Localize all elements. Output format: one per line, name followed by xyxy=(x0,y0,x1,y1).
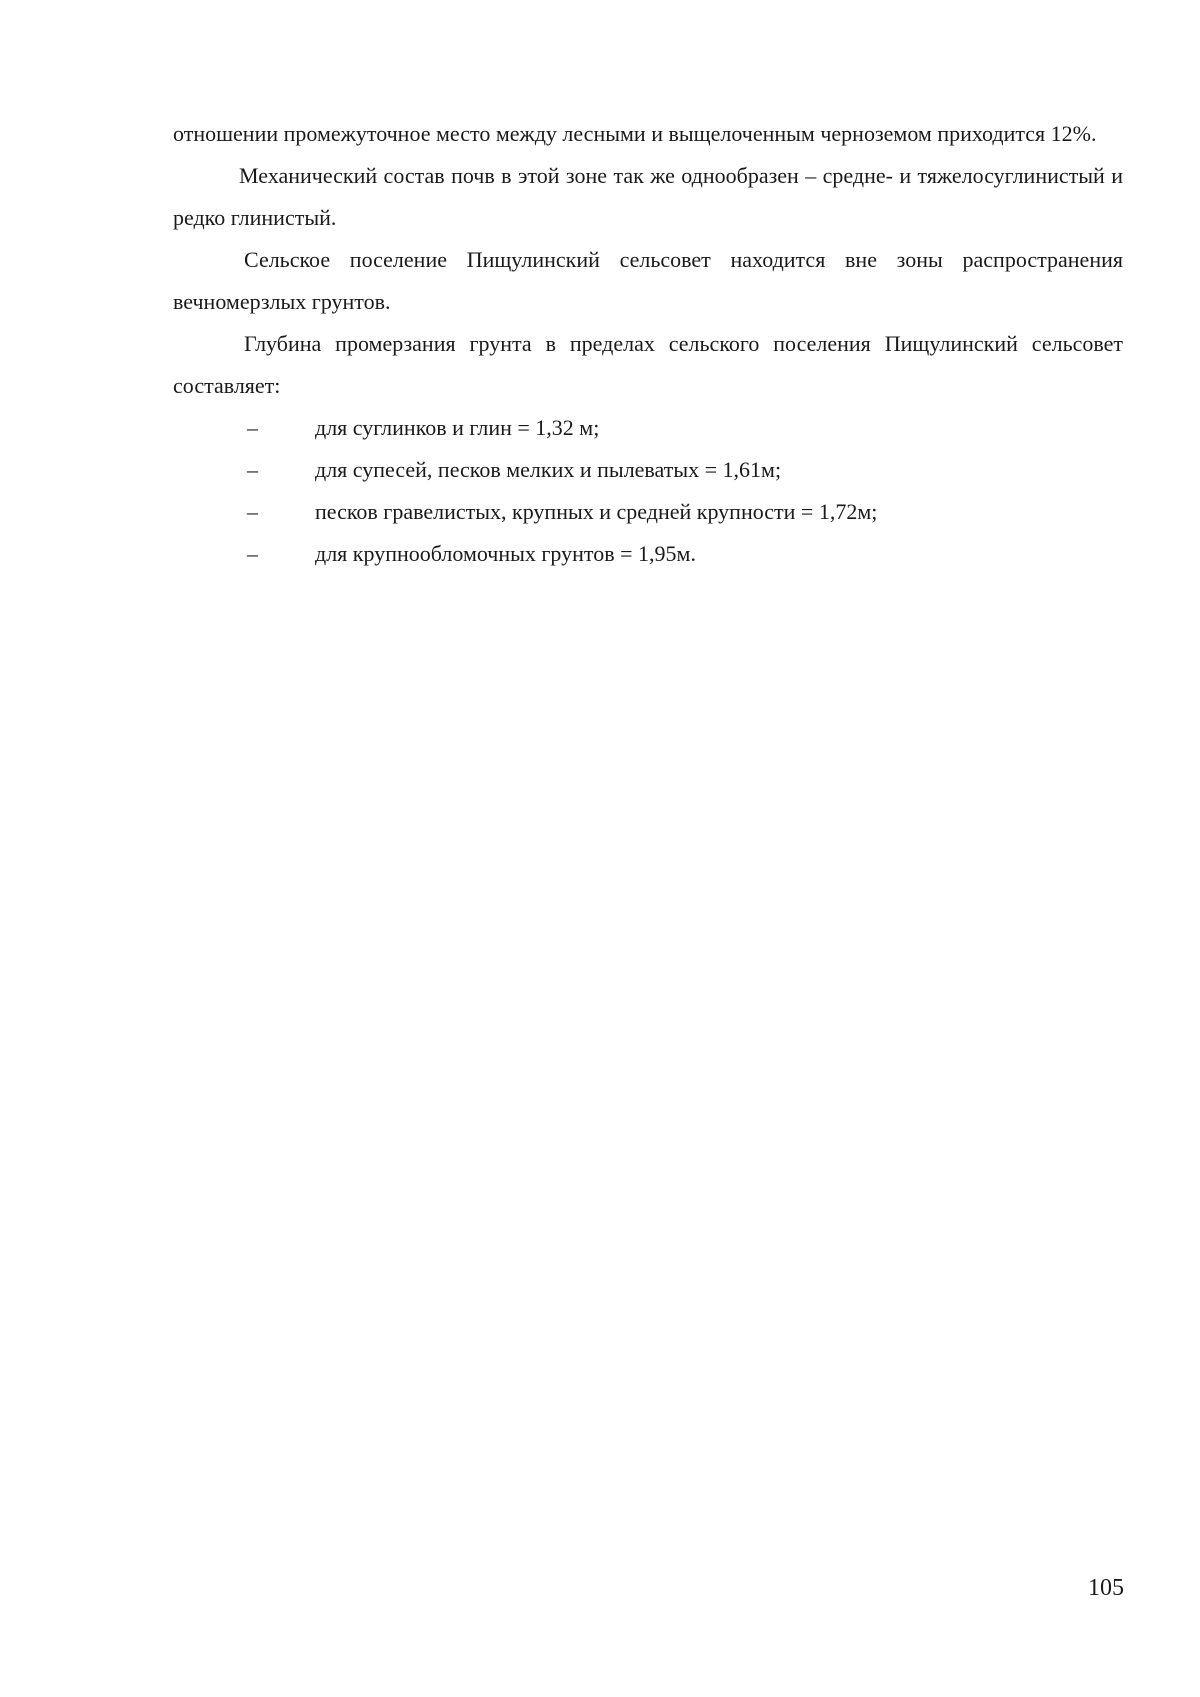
list-item xyxy=(173,449,1123,491)
list-marker: – xyxy=(247,457,258,482)
paragraph-continuation: отношении промежуточное место между лесными и выщелоченным черноземом приходится 12%. xyxy=(173,121,1097,146)
list-item-text: для супесей, песков мелких и пылеватых = 1,61м; xyxy=(315,457,782,482)
list-item xyxy=(173,491,1123,533)
list-item-text: песков гравелистых, крупных и средней крупности = 1,72м; xyxy=(315,499,878,524)
list-item xyxy=(173,533,1123,575)
paragraph-permafrost: Сельское поселение Пищулинский сельсовет находится вне зоны распространения вечномерзлых грунтов. xyxy=(173,247,1123,314)
freezing-depth-list xyxy=(173,407,1123,575)
list-marker: – xyxy=(247,541,258,566)
list-marker: – xyxy=(247,499,258,524)
paragraph-freezing-depth: Глубина промерзания грунта в пределах сельского поселения Пищулинский сельсовет составляет: xyxy=(173,331,1123,398)
list-item xyxy=(173,407,1123,449)
paragraph-mechanical-composition: Механический состав почв в этой зоне так же однообразен – средне- и тяжелосуглинистый и редко глинистый. xyxy=(173,163,1123,230)
list-marker: – xyxy=(247,415,258,440)
page-number: 105 xyxy=(1088,1575,1124,1601)
body-text xyxy=(173,113,1123,575)
list-item-text: для крупнообломочных грунтов = 1,95м. xyxy=(315,541,696,566)
list-item-text: для суглинков и глин = 1,32 м; xyxy=(315,415,600,440)
